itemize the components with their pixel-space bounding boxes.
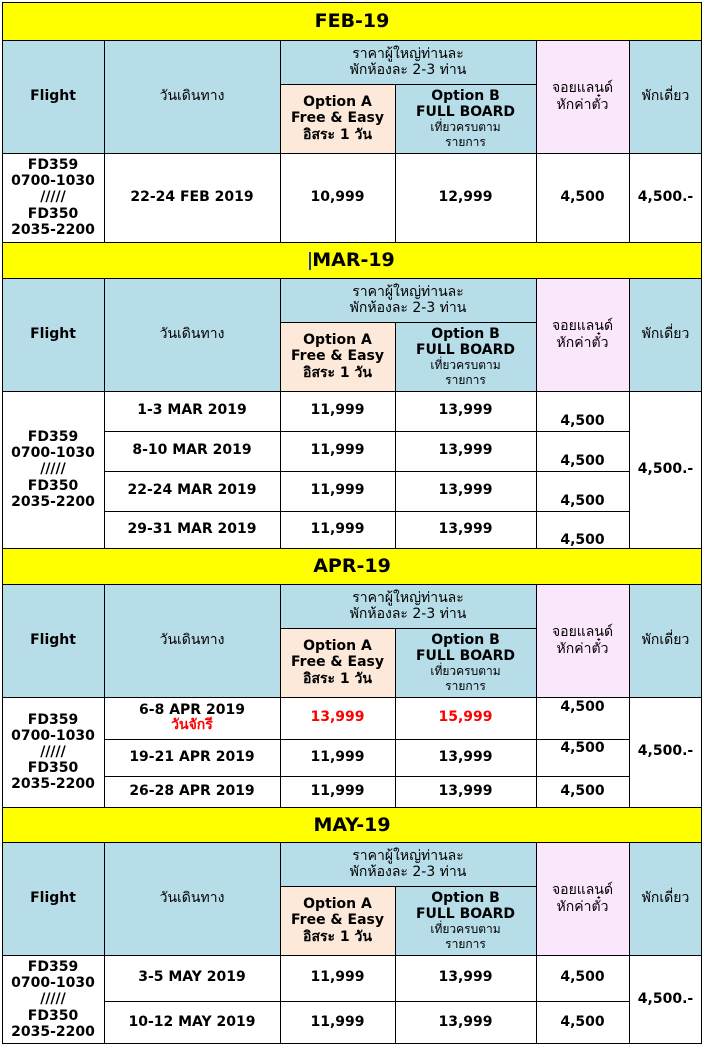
grid-line: [629, 584, 630, 807]
header-option-b: Option B FULL BOARD เที่ยวครบตาม รายการ: [395, 322, 536, 391]
grid-line: [395, 886, 396, 1044]
date-cell: 19-21 APR 2019: [104, 739, 280, 776]
grid-line: [395, 84, 396, 242]
flight-cell: FD359 0700-1030 ///// FD350 2035-2200: [2, 697, 104, 807]
date-cell: 10-12 MAY 2019: [104, 1001, 280, 1044]
header-flight: Flight: [2, 584, 104, 697]
grid-line: [104, 278, 105, 548]
grid-line: [104, 842, 105, 1044]
single-cell: 4,500.-: [629, 955, 702, 1044]
header-price-group: ราคาผู้ใหญ่ท่านละ พักห้องละ 2-3 ท่าน: [280, 842, 536, 886]
flight-cell: FD359 0700-1030 ///// FD350 2035-2200: [2, 955, 104, 1044]
grid-line: [701, 2, 702, 1044]
grid-line: [2, 548, 702, 549]
price-option-b: 13,999: [395, 431, 536, 471]
month-band: [2, 242, 702, 278]
grid-line: [536, 584, 537, 807]
month-title: FEB-19: [314, 10, 390, 32]
price-option-b: 12,999: [395, 153, 536, 242]
grid-line: [2, 40, 702, 41]
header-land: จอยแลนด์ หักค่าตั๋ว: [536, 278, 629, 391]
grid-line: [280, 584, 281, 807]
header-land: จอยแลนด์ หักค่าตั๋ว: [536, 40, 629, 153]
header-option-b: Option B FULL BOARD เที่ยวครบตาม รายการ: [395, 628, 536, 697]
grid-line: [2, 153, 702, 154]
land-cell: 4,500: [536, 431, 629, 471]
header-date: วันเดินทาง: [104, 40, 280, 153]
land-cell: 4,500: [536, 391, 629, 431]
grid-line: [104, 739, 629, 740]
date-cell: 6-8 APR 2019 วันจักรี: [104, 697, 280, 739]
grid-line: [280, 886, 536, 887]
header-option-a: Option A Free & Easy อิสระ 1 วัน: [280, 322, 395, 391]
date-cell: 22-24 MAR 2019: [104, 471, 280, 511]
month-title: MAR-19: [312, 249, 395, 271]
grid-line: [536, 842, 537, 1044]
header-option-a: Option A Free & Easy อิสระ 1 วัน: [280, 84, 395, 153]
header-date: วันเดินทาง: [104, 842, 280, 955]
month-band: [2, 548, 702, 584]
header-price-group: ราคาผู้ใหญ่ท่านละ พักห้องละ 2-3 ท่าน: [280, 278, 536, 322]
grid-line: [629, 278, 630, 548]
date-cell: 1-3 MAR 2019: [104, 391, 280, 431]
header-single: พักเดี่ยว: [629, 584, 702, 697]
grid-line: [104, 776, 629, 777]
header-land: จอยแลนด์ หักค่าตั๋ว: [536, 842, 629, 955]
land-cell: 4,500: [536, 955, 629, 1001]
price-option-b: 13,999: [395, 1001, 536, 1044]
header-single: พักเดี่ยว: [629, 40, 702, 153]
grid-line: [2, 242, 702, 243]
grid-line: [104, 431, 629, 432]
header-land: จอยแลนด์ หักค่าตั๋ว: [536, 584, 629, 697]
price-option-a: 11,999: [280, 739, 395, 776]
land-cell: 4,500: [536, 1001, 629, 1044]
land-cell: 4,500: [536, 697, 629, 739]
land-cell: 4,500: [536, 153, 629, 242]
price-option-b: 13,999: [395, 776, 536, 807]
header-single: พักเดี่ยว: [629, 278, 702, 391]
month-title: APR-19: [313, 555, 391, 577]
header-flight: Flight: [2, 40, 104, 153]
grid-line: [395, 322, 396, 548]
header-option-a: Option A Free & Easy อิสระ 1 วัน: [280, 886, 395, 955]
grid-line: [2, 807, 702, 808]
grid-line: [280, 40, 281, 242]
header-option-b: Option B FULL BOARD เที่ยวครบตาม รายการ: [395, 886, 536, 955]
grid-line: [2, 1043, 702, 1044]
land-cell: 4,500: [536, 776, 629, 807]
single-cell: 4,500.-: [629, 153, 702, 242]
price-option-a: 11,999: [280, 391, 395, 431]
grid-line: [104, 511, 629, 512]
price-option-a: 11,999: [280, 1001, 395, 1044]
grid-line: [536, 40, 537, 242]
grid-line: [280, 842, 281, 1044]
grid-line: [2, 2, 3, 1044]
holiday-note: วันจักรี: [171, 717, 213, 733]
month-band: [2, 2, 702, 40]
price-table: [2, 2, 702, 1044]
date-cell: 8-10 MAR 2019: [104, 431, 280, 471]
land-cell: 4,500: [536, 471, 629, 511]
price-option-a: 11,999: [280, 776, 395, 807]
grid-line: [2, 278, 702, 279]
header-date: วันเดินทาง: [104, 584, 280, 697]
price-option-a: 11,999: [280, 471, 395, 511]
land-cell: 4,500: [536, 739, 629, 776]
month-title: MAY-19: [313, 813, 391, 836]
grid-line: [2, 842, 702, 843]
single-cell: 4,500.-: [629, 697, 702, 807]
grid-line: [280, 322, 536, 323]
grid-line: [395, 628, 396, 807]
grid-line: [104, 40, 105, 242]
grid-line: [629, 842, 630, 1044]
date-cell: 29-31 MAR 2019: [104, 511, 280, 548]
date-cell: 22-24 FEB 2019: [104, 153, 280, 242]
header-flight: Flight: [2, 842, 104, 955]
grid-line: [280, 84, 536, 85]
price-option-b: 13,999: [395, 511, 536, 548]
header-price-group: ราคาผู้ใหญ่ท่านละ พักห้องละ 2-3 ท่าน: [280, 584, 536, 628]
grid-line: [536, 278, 537, 548]
grid-line: [104, 1001, 629, 1002]
price-option-b: 13,999: [395, 739, 536, 776]
header-single: พักเดี่ยว: [629, 842, 702, 955]
header-option-b: Option B FULL BOARD เที่ยวครบตาม รายการ: [395, 84, 536, 153]
text-cursor: [309, 252, 311, 270]
header-option-a: Option A Free & Easy อิสระ 1 วัน: [280, 628, 395, 697]
grid-line: [104, 584, 105, 807]
grid-line: [2, 2, 702, 3]
single-cell: 4,500.-: [629, 391, 702, 548]
price-option-b: 13,999: [395, 471, 536, 511]
header-price-group: ราคาผู้ใหญ่ท่านละ พักห้องละ 2-3 ท่าน: [280, 40, 536, 84]
header-flight: Flight: [2, 278, 104, 391]
price-option-b: 15,999: [395, 697, 536, 739]
date-cell: 26-28 APR 2019: [104, 776, 280, 807]
price-option-b: 13,999: [395, 391, 536, 431]
flight-cell: FD359 0700-1030 ///// FD350 2035-2200: [2, 153, 104, 242]
month-band: [2, 807, 702, 842]
price-option-a: 11,999: [280, 955, 395, 1001]
grid-line: [2, 955, 702, 956]
grid-line: [2, 391, 702, 392]
land-cell: 4,500: [536, 511, 629, 548]
date-cell: 3-5 MAY 2019: [104, 955, 280, 1001]
price-option-a: 13,999: [280, 697, 395, 739]
price-option-b: 13,999: [395, 955, 536, 1001]
price-option-a: 11,999: [280, 511, 395, 548]
header-date: วันเดินทาง: [104, 278, 280, 391]
grid-line: [104, 471, 629, 472]
price-option-a: 10,999: [280, 153, 395, 242]
price-option-a: 11,999: [280, 431, 395, 471]
flight-cell: FD359 0700-1030 ///// FD350 2035-2200: [2, 391, 104, 548]
grid-line: [280, 628, 536, 629]
grid-line: [2, 697, 702, 698]
grid-line: [2, 584, 702, 585]
grid-line: [280, 278, 281, 548]
grid-line: [629, 40, 630, 242]
